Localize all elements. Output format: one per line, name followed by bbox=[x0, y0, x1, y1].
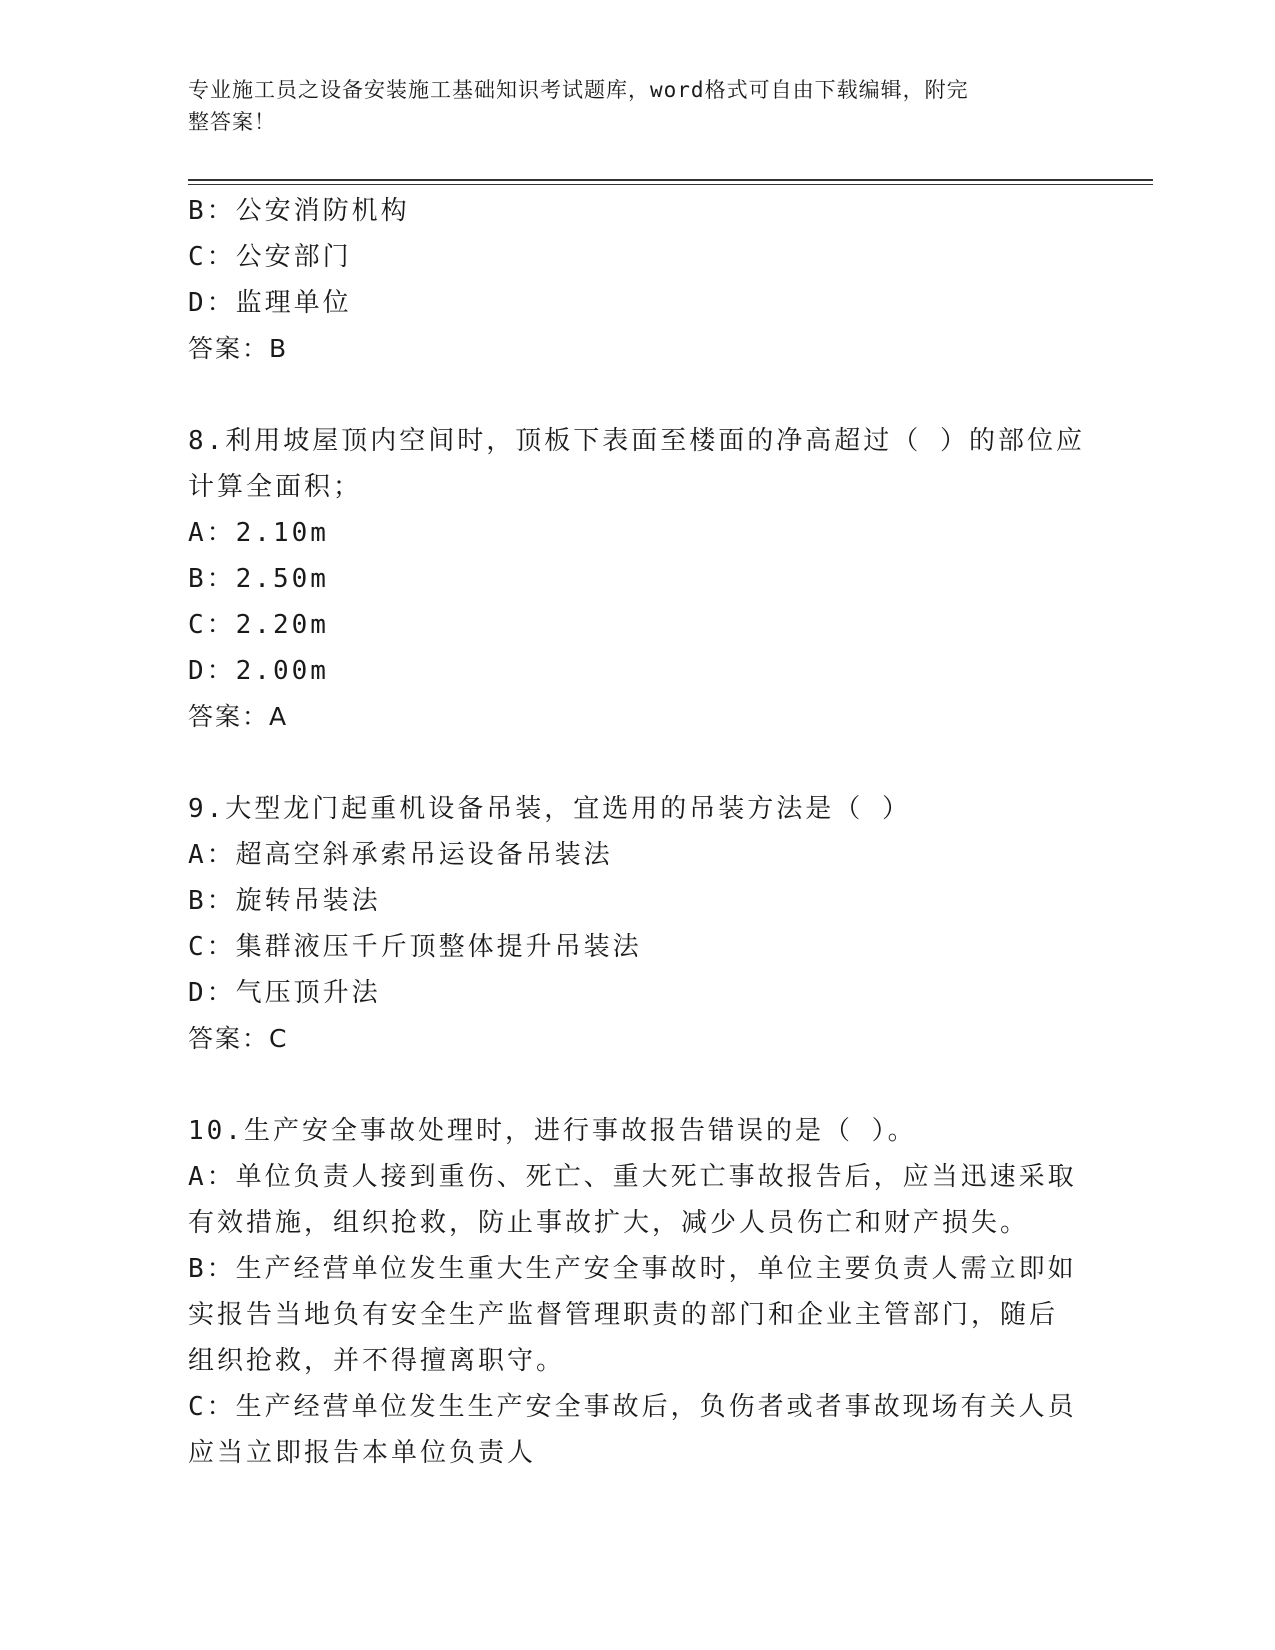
document-header bbox=[188, 74, 1068, 138]
question-stem-line: 计算全面积； bbox=[188, 472, 363, 502]
option-c: C：集群液压千斤顶整体提升吊装法 bbox=[188, 932, 642, 962]
question-list bbox=[188, 188, 1085, 1476]
option-a-line: A：单位负责人接到重伤、死亡、重大死亡事故报告后，应当迅速采取 bbox=[188, 1162, 1077, 1192]
header-title-line-1: 专业施工员之设备安装施工基础知识考试题库，word格式可自由下载编辑，附完 bbox=[188, 78, 969, 102]
answer: 答案：C bbox=[188, 1024, 289, 1053]
option-c: C：2.20m bbox=[188, 610, 329, 640]
header-title-line-2: 整答案！ bbox=[188, 110, 276, 134]
question-stem: 10.生产安全事故处理时，进行事故报告错误的是（ ）。 bbox=[188, 1116, 917, 1146]
question-7 bbox=[188, 188, 1078, 372]
option-b-line: B：生产经营单位发生重大生产安全事故时，单位主要负责人需立即如 bbox=[188, 1254, 1077, 1284]
question-spacer bbox=[188, 1062, 1078, 1108]
option-b bbox=[188, 1246, 1078, 1384]
option-b-line: 实报告当地负有安全生产监督管理职责的部门和企业主管部门，随后 bbox=[188, 1300, 1059, 1330]
option-a-line: 有效措施，组织抢救，防止事故扩大，减少人员伤亡和财产损失。 bbox=[188, 1208, 1030, 1238]
question-spacer bbox=[188, 740, 1078, 786]
option-d: D：监理单位 bbox=[188, 288, 352, 318]
option-b: B：2.50m bbox=[188, 564, 329, 594]
option-d: D：气压顶升法 bbox=[188, 978, 381, 1008]
question-8 bbox=[188, 418, 1085, 740]
option-a bbox=[188, 1154, 1078, 1246]
option-c-line: 应当立即报告本单位负责人 bbox=[188, 1438, 537, 1468]
header-divider-thin bbox=[188, 184, 1153, 185]
option-a: A：2.10m bbox=[188, 518, 329, 548]
option-b: B：旋转吊装法 bbox=[188, 886, 381, 916]
option-c bbox=[188, 1384, 1078, 1476]
option-c: C：公安部门 bbox=[188, 242, 352, 272]
option-b: B：公安消防机构 bbox=[188, 196, 410, 226]
answer: 答案：B bbox=[188, 334, 289, 363]
option-b-line: 组织抢救，并不得擅离职守。 bbox=[188, 1346, 566, 1376]
answer: 答案：A bbox=[188, 702, 289, 731]
header-divider-thick bbox=[188, 179, 1153, 181]
question-stem-line: 8.利用坡屋顶内空间时，顶板下表面至楼面的净高超过（ ）的部位应 bbox=[188, 426, 1085, 456]
question-9 bbox=[188, 786, 1078, 1062]
option-d: D：2.00m bbox=[188, 656, 329, 686]
question-10 bbox=[188, 1108, 1078, 1476]
option-a: A：超高空斜承索吊运设备吊装法 bbox=[188, 840, 613, 870]
option-c-line: C：生产经营单位发生生产安全事故后，负伤者或者事故现场有关人员 bbox=[188, 1392, 1077, 1422]
question-stem: 9.大型龙门起重机设备吊装，宜选用的吊装方法是（ ） bbox=[188, 794, 911, 824]
question-spacer bbox=[188, 372, 1078, 418]
